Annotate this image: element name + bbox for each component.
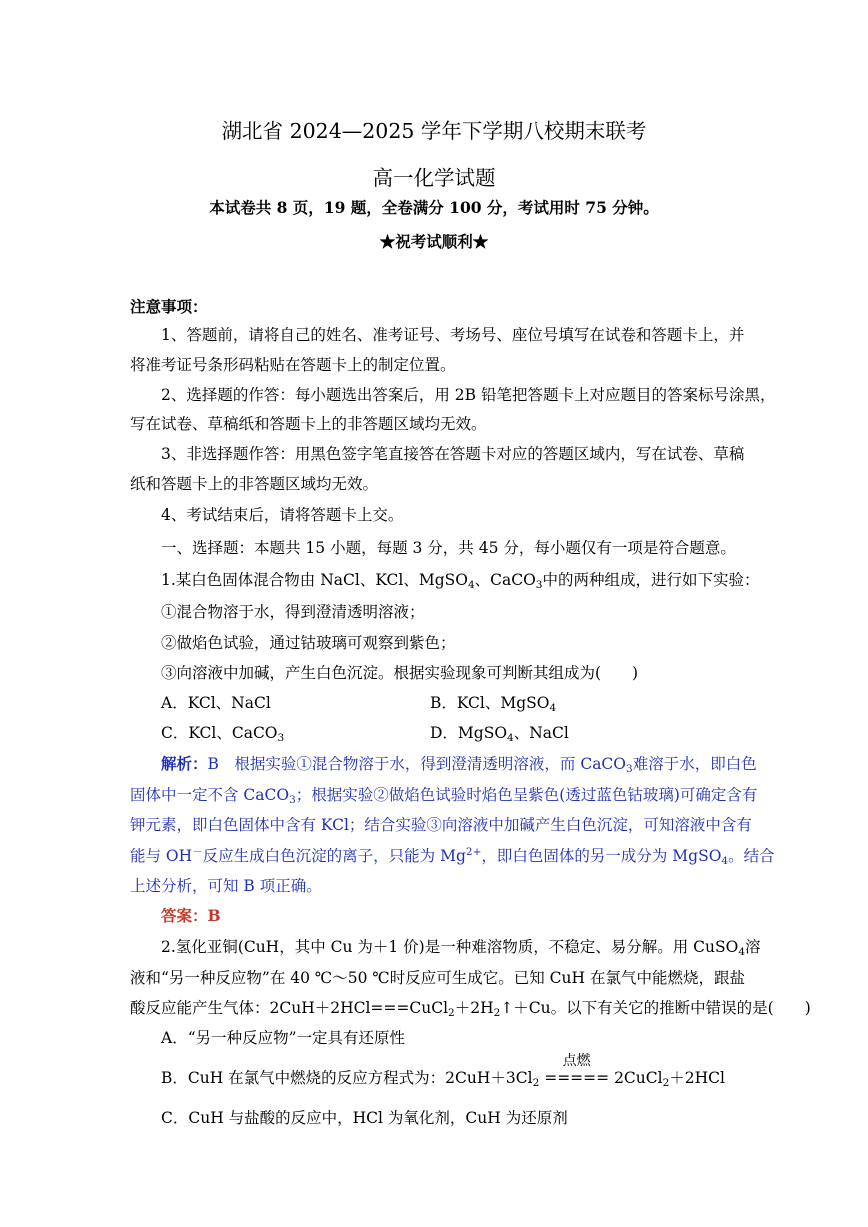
- q1-explanation-line-2: 固体中一定不含 CaCO$_3$；根据实验②做焰色试验时焰色呈紫色(透过蓝色钴玻璃)可确定含有: [130, 786, 758, 806]
- notice-item-1b: 将准考证号条形码粘贴在答题卡上的制定位置。: [130, 356, 456, 374]
- notice-item-2a: 2、选择题的作答：每小题选出答案后，用 2B 铅笔把答题卡上对应题目的答案标号涂黑，: [161, 386, 776, 404]
- q2-stem-line-2: 液和“另一种反应物”在 40 ℃～50 ℃时反应可生成它。已知 CuH 在氯气中能燃烧，跟盐: [130, 969, 745, 987]
- q1-explanation-line-1: 解析：B 根据实验①混合物溶于水，得到澄清透明溶液，而 CaCO$_3$难溶于水，即白色: [161, 754, 757, 775]
- q1-option-a: A．KCl、NaCl: [161, 694, 271, 712]
- q2-option-c: C．CuH 与盐酸的反应中，HCl 为氧化剂，CuH 为还原剂: [161, 1109, 568, 1127]
- q1-step-1: ①混合物溶于水，得到澄清透明溶液；: [161, 603, 425, 621]
- q1-step-3: ③向溶液中加碱，产生白色沉淀。根据实验现象可判断其组成为( ): [161, 664, 639, 682]
- notice-item-3b: 纸和答题卡上的非答题区域均无效。: [130, 475, 379, 493]
- q1-option-d: D．MgSO$_4$、NaCl: [430, 724, 569, 744]
- explanation-label: 解析：: [161, 754, 208, 773]
- q2-stem-line-3: 酸反应能产生气体：$2CuH+2HCl===CuCl_2+2H_2↑+Cu$。以下有关它的推断中错误的是( ): [130, 999, 811, 1019]
- exam-title-line1: 湖北省 2024—2025 学年下学期八校期末联考: [221, 119, 647, 143]
- exam-info: 本试卷共 8 页，19 题，全卷满分 100 分，考试用时 75 分钟。: [209, 198, 659, 217]
- reaction-condition: 点燃 =====: [544, 1053, 610, 1087]
- exam-wish: ★祝考试顺利★: [379, 232, 489, 251]
- notice-item-1a: 1、答题前，请将自己的姓名、准考证号、考场号、座位号填写在试卷和答题卡上，并: [161, 326, 745, 344]
- q1-explanation-line-3: 钾元素，即白色固体中含有 KCl；结合实验③向溶液中加碱产生白色沉淀，可知溶液中含有: [130, 816, 752, 834]
- q1-stem: 1.某白色固体混合物由 NaCl、KCl、MgSO$_4$、CaCO$_3$中的两种组成，进行如下实验：: [161, 571, 760, 591]
- q1-step-2: ②做焰色试验，通过钴玻璃可观察到紫色；: [161, 634, 456, 652]
- q1-answer: 答案：B: [161, 906, 221, 925]
- q1-explanation-line-4: 能与 OH－反应生成白色沉淀的离子，只能为 $Mg^{2+}$，即白色固体的另一成分为 MgSO$_4$。结合: [130, 846, 775, 867]
- q1-option-b: B．KCl、MgSO$_4$: [430, 694, 557, 714]
- q1-explanation-line-5: 上述分析，可知 B 项正确。: [130, 877, 322, 895]
- notice-heading: 注意事项：: [130, 297, 208, 316]
- section-heading: 一、选择题：本题共 15 小题，每题 3 分，共 45 分，每小题仅有一项是符合题意。: [161, 539, 736, 557]
- q2-stem-line-1: 2.氢化亚铜(CuH，其中 Cu 为＋1 价)是一种难溶物质，不稳定、易分解。用 CuSO$_4$溶: [161, 938, 761, 958]
- q1-option-c: C．KCl、CaCO$_3$: [161, 724, 285, 744]
- notice-item-4: 4、考试结束后，请将答题卡上交。: [161, 506, 404, 524]
- notice-item-3a: 3、非选择题作答：用黑色签字笔直接答在答题卡对应的答题区域内，写在试卷、草稿: [161, 445, 745, 463]
- exam-title-line2: 高一化学试题: [372, 166, 496, 190]
- q2-option-a: A．“另一种反应物”一定具有还原性: [161, 1029, 406, 1047]
- q2-option-b: B．CuH 在氯气中燃烧的反应方程式为：$2CuH+3Cl_2$ 点燃 ===== 2CuCl$_2$＋2HCl: [161, 1053, 725, 1089]
- notice-item-2b: 写在试卷、草稿纸和答题卡上的非答题区域均无效。: [130, 415, 487, 433]
